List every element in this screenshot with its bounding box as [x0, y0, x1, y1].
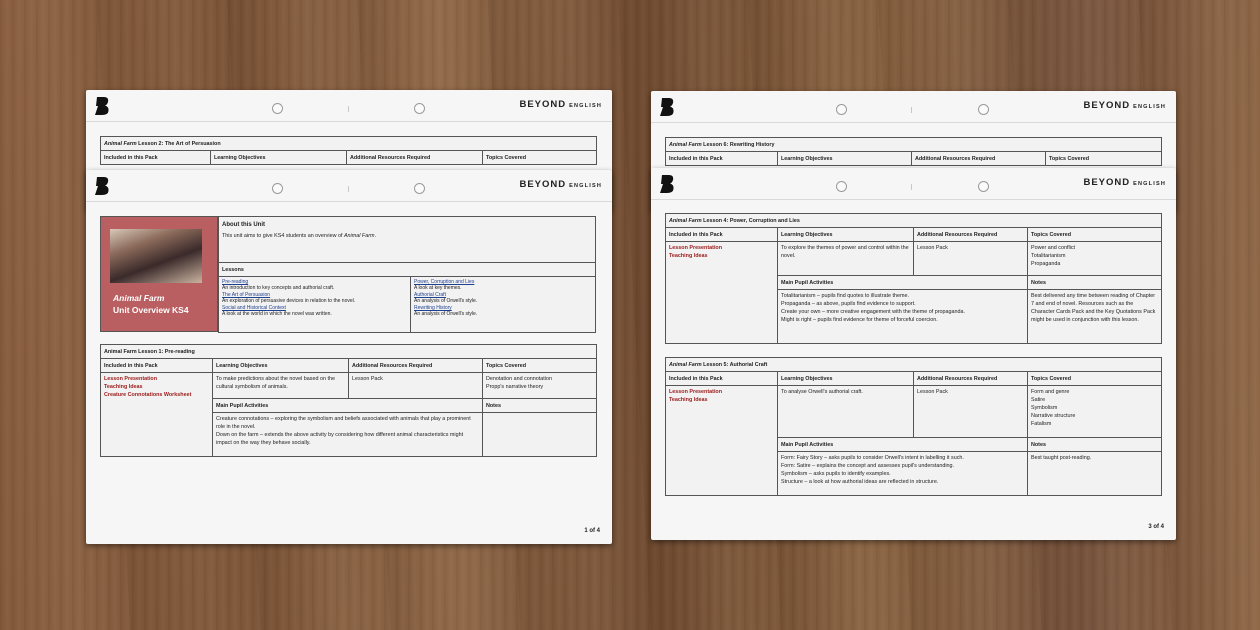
column-header: Topics Covered [483, 359, 597, 373]
unit-cover-image [100, 216, 218, 332]
divider [348, 186, 349, 192]
pack-item[interactable]: Creature Connotations Worksheet [104, 392, 192, 398]
column-header: Learning Objectives [213, 359, 349, 373]
beyond-logo-icon [659, 97, 675, 117]
lesson-table [665, 213, 1162, 344]
pack-item[interactable]: Teaching Ideas [669, 253, 708, 259]
divider [911, 184, 912, 190]
column-header: Learning Objectives [778, 228, 914, 242]
brand-name: BEYOND ENGLISH [1083, 177, 1166, 188]
activities-cell: Form: Fairy Story – asks pupils to consider Orwell's intent in labelling it such. Form: Satire – explains the concept and assesses pupil's understanding. Symbolism – asks pupils to identify examples. Structure – a look at how authorial ideas are reflected in structure. [778, 452, 1028, 496]
punch-hole-icon [836, 181, 847, 192]
notes-cell [483, 413, 597, 457]
punch-hole-icon [272, 183, 283, 194]
column-header: Topics Covered [483, 151, 597, 165]
column-header: Additional Resources Required [914, 372, 1028, 386]
lesson-link[interactable]: Authorial Craft [414, 292, 446, 298]
activities-cell: Totalitarianism – pupils find quotes to illustrate theme. Propaganda – as above, pupils find evidence to support. Create your own – more creative engagement with the theme of propaganda. Might is right – pupils find evidence for theme of forceful coercion. [778, 290, 1028, 344]
column-header: Topics Covered [1046, 152, 1162, 166]
lessons-heading: Lessons [219, 263, 596, 277]
column-header: Included in this Pack [666, 372, 778, 386]
lesson-description: An exploration of persuasive devices in relation to the novel. [222, 298, 356, 304]
objectives-cell: To explore the themes of power and control within the novel. [778, 242, 914, 276]
pack-item[interactable]: Teaching Ideas [104, 384, 143, 390]
about-text: This unit aims to give KS4 students an overview of Animal Farm. [222, 233, 377, 239]
notes-cell: Best delivered any time between reading of Chapter 7 and end of novel. Resources such as the Character Cards Pack and the Key Quotations Pack might be used in conjunction with this lesson. [1028, 290, 1162, 344]
lesson-title: Animal Farm Lesson 5: Authorial Craft [666, 358, 1162, 372]
column-header: Included in this Pack [101, 151, 211, 165]
column-header: Learning Objectives [778, 152, 912, 166]
divider [86, 121, 612, 122]
punch-hole-icon [978, 181, 989, 192]
beyond-logo-icon [94, 176, 110, 196]
notes-heading: Notes [1028, 438, 1162, 452]
sheet-header [86, 170, 612, 202]
brand-name: BEYOND ENGLISH [519, 179, 602, 190]
punch-hole-icon [836, 104, 847, 115]
column-header: Learning Objectives [778, 372, 914, 386]
lesson-title: Animal Farm Lesson 4: Power, Corruption and Lies [666, 214, 1162, 228]
cover-title: Animal Farm [113, 293, 165, 303]
sheet-header [651, 91, 1176, 123]
objectives-cell: To make predictions about the novel based on the cultural symbolism of animals. [213, 373, 349, 399]
notes-cell: Best taught post-reading. [1028, 452, 1162, 496]
page-number: 1 of 4 [584, 528, 600, 534]
beyond-logo-icon [94, 96, 110, 116]
pack-cell [666, 242, 778, 344]
lesson-table [665, 357, 1162, 496]
activities-cell: Creature connotations – exploring the symbolism and beliefs associated with animals that play a prominent role in the novel. Down on the farm – extends the above activity by considering how different animal characteristics might impact on the way they behave socially. [213, 413, 483, 457]
about-heading: About this Unit [222, 222, 265, 228]
divider [348, 106, 349, 112]
pack-item[interactable]: Lesson Presentation [669, 389, 723, 395]
topics-cell: Denotation and connotation Propp's narrative theory [483, 373, 597, 399]
divider [911, 107, 912, 113]
lesson-link[interactable]: Power, Corruption and Lies [414, 279, 475, 285]
resources-cell: Lesson Pack [914, 242, 1028, 276]
column-header: Learning Objectives [211, 151, 347, 165]
lesson-table [100, 136, 597, 165]
objectives-cell: To analyse Orwell's authorial craft. [778, 386, 914, 438]
divider [651, 199, 1176, 200]
punch-hole-icon [978, 104, 989, 115]
punch-hole-icon [414, 103, 425, 114]
punch-hole-icon [272, 103, 283, 114]
lesson-link[interactable]: The Art of Persuasion [222, 292, 271, 298]
about-cell [219, 217, 596, 263]
pack-item[interactable]: Lesson Presentation [669, 245, 723, 251]
pack-item[interactable]: Teaching Ideas [669, 397, 708, 403]
lesson-description: An analysis of Orwell's style. [414, 311, 478, 317]
column-header: Additional Resources Required [912, 152, 1046, 166]
divider [651, 122, 1176, 123]
lesson-link[interactable]: Rewriting History [414, 305, 452, 311]
lessons-list-left [219, 277, 411, 333]
beyond-logo-icon [659, 174, 675, 194]
lesson-description: A look at the world in which the novel was written. [222, 311, 332, 317]
column-header: Included in this Pack [101, 359, 213, 373]
activities-heading: Main Pupil Activities [778, 438, 1028, 452]
cover-subtitle: Unit Overview KS4 [113, 305, 189, 315]
lesson-title: Animal Farm Lesson 2: The Art of Persuasion [101, 137, 597, 151]
right-front-sheet [651, 168, 1176, 540]
topics-cell: Power and conflict Totalitarianism Propaganda [1028, 242, 1162, 276]
lesson-description: An introduction to key concepts and authorial craft. [222, 285, 335, 291]
lessons-list-right [411, 277, 596, 333]
column-header: Additional Resources Required [349, 359, 483, 373]
lesson-link[interactable]: Social and Historical Context [222, 305, 286, 311]
lesson-table [100, 344, 597, 457]
column-header: Additional Resources Required [914, 228, 1028, 242]
left-front-sheet [86, 170, 612, 544]
notes-heading: Notes [483, 399, 597, 413]
sheet-header [86, 90, 612, 122]
activities-heading: Main Pupil Activities [778, 276, 1028, 290]
column-header: Topics Covered [1028, 228, 1162, 242]
brand-name: BEYOND ENGLISH [1083, 100, 1166, 111]
lesson-table [665, 137, 1162, 166]
lesson-title: Animal Farm Lesson 1: Pre-reading [101, 345, 597, 359]
pack-cell [666, 386, 778, 496]
divider [86, 201, 612, 202]
punch-hole-icon [414, 183, 425, 194]
column-header: Included in this Pack [666, 152, 778, 166]
column-header: Included in this Pack [666, 228, 778, 242]
pack-cell [101, 373, 213, 457]
notes-heading: Notes [1028, 276, 1162, 290]
resources-cell: Lesson Pack [914, 386, 1028, 438]
column-header: Additional Resources Required [347, 151, 483, 165]
lesson-link[interactable]: Pre-reading [222, 279, 249, 285]
pack-item[interactable]: Lesson Presentation [104, 376, 158, 382]
page-number: 3 of 4 [1148, 524, 1164, 530]
activities-heading: Main Pupil Activities [213, 399, 483, 413]
lesson-description: A look at key themes. [414, 285, 462, 291]
topics-cell: Form and genre Satire Symbolism Narrative structure Fatalism [1028, 386, 1162, 438]
illustration [110, 229, 202, 283]
brand-name: BEYOND ENGLISH [519, 99, 602, 110]
lesson-description: An analysis of Orwell's style. [414, 298, 478, 304]
overview-table [218, 216, 596, 333]
resources-cell: Lesson Pack [349, 373, 483, 399]
lesson-title: Animal Farm Lesson 6: Rewriting History [666, 138, 1162, 152]
column-header: Topics Covered [1028, 372, 1162, 386]
sheet-header [651, 168, 1176, 200]
